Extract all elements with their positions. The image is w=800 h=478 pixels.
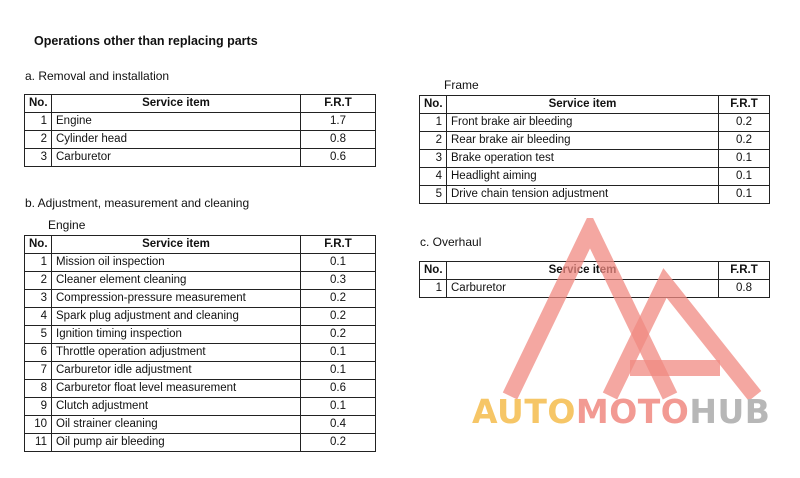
frt-value-cell: 0.8 <box>301 131 376 149</box>
service-item-cell: Oil pump air bleeding <box>52 434 301 452</box>
frt-value-cell: 0.1 <box>301 362 376 380</box>
service-item-cell: Compression-pressure measurement <box>52 290 301 308</box>
frt-value-cell: 0.2 <box>301 308 376 326</box>
frt-value-cell: 0.2 <box>301 290 376 308</box>
table-row <box>420 150 770 168</box>
service-item-cell: Carburetor <box>52 149 301 167</box>
frt-value-cell: 0.6 <box>301 149 376 167</box>
row-number-cell: 11 <box>25 434 52 452</box>
table-row <box>25 344 376 362</box>
row-number-cell: 1 <box>420 280 447 298</box>
frt-value-cell: 0.2 <box>719 132 770 150</box>
column-header-service-item: Service item <box>447 96 719 114</box>
column-header-service-item: Service item <box>52 236 301 254</box>
column-header-no: No. <box>420 262 447 280</box>
table-row <box>25 308 376 326</box>
service-item-cell: Mission oil inspection <box>52 254 301 272</box>
service-item-cell: Clutch adjustment <box>52 398 301 416</box>
frt-value-cell: 0.2 <box>719 114 770 132</box>
column-header-frt: F.R.T <box>301 95 376 113</box>
column-header-service-item: Service item <box>52 95 301 113</box>
row-number-cell: 5 <box>420 186 447 204</box>
table-row <box>25 362 376 380</box>
frt-value-cell: 0.6 <box>301 380 376 398</box>
watermark-text-auto: AUTO <box>472 392 576 431</box>
row-number-cell: 2 <box>25 131 52 149</box>
frt-value-cell: 0.1 <box>301 344 376 362</box>
row-number-cell: 7 <box>25 362 52 380</box>
frt-value-cell: 0.3 <box>301 272 376 290</box>
table-header-row <box>25 236 376 254</box>
table-row <box>25 398 376 416</box>
frt-value-cell: 0.4 <box>301 416 376 434</box>
table-row <box>420 280 770 298</box>
section-b-label: b. Adjustment, measurement and cleaning <box>25 196 250 210</box>
overhaul-table <box>419 261 770 298</box>
frame-service-table <box>419 95 770 204</box>
service-item-cell: Cylinder head <box>52 131 301 149</box>
watermark-text <box>472 392 770 432</box>
column-header-no: No. <box>25 95 52 113</box>
table-body <box>25 254 376 452</box>
table-header-row <box>25 95 376 113</box>
table-row <box>25 380 376 398</box>
table-header-row <box>420 262 770 280</box>
column-header-no: No. <box>420 96 447 114</box>
service-item-cell: Spark plug adjustment and cleaning <box>52 308 301 326</box>
column-header-frt: F.R.T <box>719 96 770 114</box>
column-header-frt: F.R.T <box>719 262 770 280</box>
table-row <box>420 132 770 150</box>
table-header-row <box>420 96 770 114</box>
engine-subheading: Engine <box>48 218 86 232</box>
row-number-cell: 2 <box>420 132 447 150</box>
row-number-cell: 1 <box>25 113 52 131</box>
service-item-cell: Headlight aiming <box>447 168 719 186</box>
row-number-cell: 3 <box>420 150 447 168</box>
frame-subheading: Frame <box>444 78 479 92</box>
frt-value-cell: 1.7 <box>301 113 376 131</box>
table-body <box>420 280 770 298</box>
row-number-cell: 2 <box>25 272 52 290</box>
page-title: Operations other than replacing parts <box>34 34 258 48</box>
service-item-cell: Front brake air bleeding <box>447 114 719 132</box>
table-row <box>25 113 376 131</box>
table-row <box>420 114 770 132</box>
service-item-cell: Ignition timing inspection <box>52 326 301 344</box>
row-number-cell: 5 <box>25 326 52 344</box>
section-c-label: c. Overhaul <box>420 235 482 249</box>
service-item-cell: Carburetor float level measurement <box>52 380 301 398</box>
service-item-cell: Carburetor <box>447 280 719 298</box>
table-row <box>25 131 376 149</box>
row-number-cell: 1 <box>420 114 447 132</box>
row-number-cell: 3 <box>25 290 52 308</box>
frt-value-cell: 0.8 <box>719 280 770 298</box>
service-item-cell: Cleaner element cleaning <box>52 272 301 290</box>
service-item-cell: Carburetor idle adjustment <box>52 362 301 380</box>
table-row <box>25 434 376 452</box>
service-item-cell: Oil strainer cleaning <box>52 416 301 434</box>
service-item-cell: Drive chain tension adjustment <box>447 186 719 204</box>
frt-value-cell: 0.2 <box>301 434 376 452</box>
column-header-no: No. <box>25 236 52 254</box>
frt-value-cell: 0.1 <box>719 150 770 168</box>
watermark-text-moto: MOTO <box>575 392 690 431</box>
table-row <box>25 149 376 167</box>
frt-value-cell: 0.1 <box>719 168 770 186</box>
column-header-frt: F.R.T <box>301 236 376 254</box>
table-row <box>25 326 376 344</box>
frt-value-cell: 0.1 <box>719 186 770 204</box>
row-number-cell: 9 <box>25 398 52 416</box>
engine-service-table <box>24 235 376 452</box>
row-number-cell: 10 <box>25 416 52 434</box>
service-item-cell: Throttle operation adjustment <box>52 344 301 362</box>
table-row <box>25 272 376 290</box>
table-row <box>25 254 376 272</box>
watermark-text-hub: HUB <box>689 392 771 431</box>
removal-installation-table <box>24 94 376 167</box>
frt-value-cell: 0.1 <box>301 398 376 416</box>
table-row <box>420 168 770 186</box>
frt-value-cell: 0.1 <box>301 254 376 272</box>
table-row <box>25 290 376 308</box>
row-number-cell: 8 <box>25 380 52 398</box>
service-item-cell: Brake operation test <box>447 150 719 168</box>
table-row <box>25 416 376 434</box>
service-item-cell: Engine <box>52 113 301 131</box>
row-number-cell: 1 <box>25 254 52 272</box>
table-row <box>420 186 770 204</box>
frt-value-cell: 0.2 <box>301 326 376 344</box>
column-header-service-item: Service item <box>447 262 719 280</box>
row-number-cell: 4 <box>420 168 447 186</box>
table-body <box>420 114 770 204</box>
row-number-cell: 6 <box>25 344 52 362</box>
table-body <box>25 113 376 167</box>
row-number-cell: 4 <box>25 308 52 326</box>
service-item-cell: Rear brake air bleeding <box>447 132 719 150</box>
row-number-cell: 3 <box>25 149 52 167</box>
section-a-label: a. Removal and installation <box>25 69 170 83</box>
